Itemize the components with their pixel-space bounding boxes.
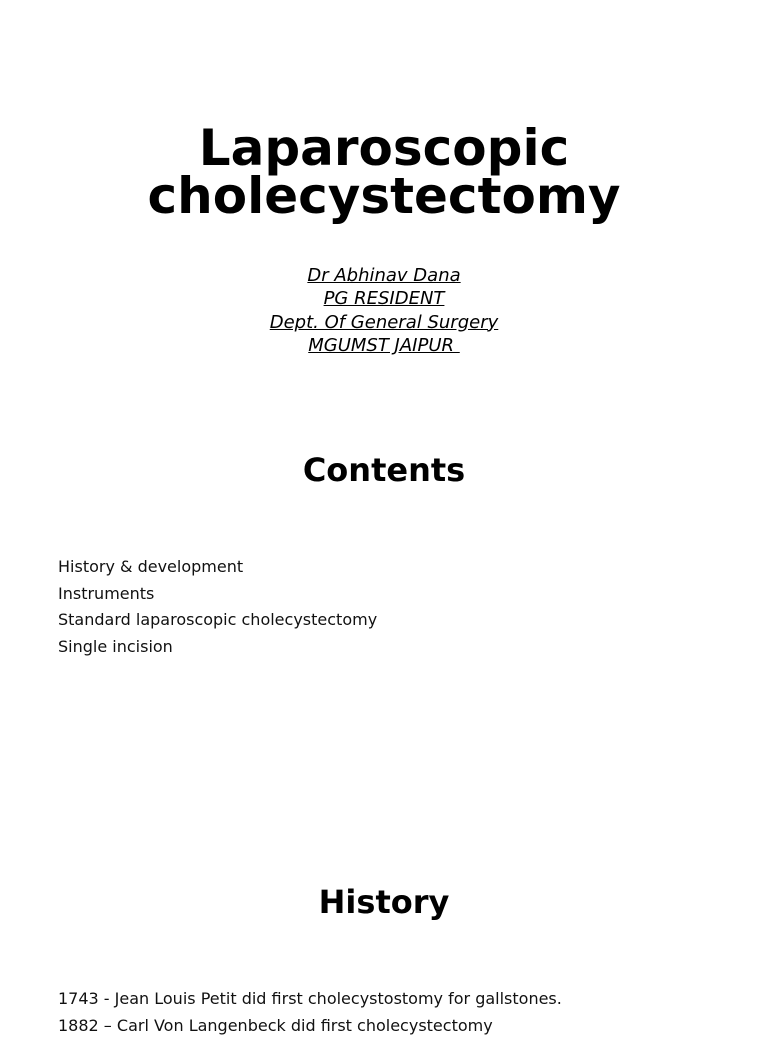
list-item: Instruments (58, 581, 377, 608)
contents-list (58, 554, 377, 660)
author-department: Dept. Of General Surgery (0, 311, 768, 334)
list-item: 1882 – Carl Von Langenbeck did first cholecystectomy (58, 1013, 562, 1039)
contents-heading: Contents (0, 452, 768, 488)
history-list (58, 986, 562, 1039)
document-title (0, 124, 768, 220)
list-item: Standard laparoscopic cholecystectomy (58, 607, 377, 634)
history-heading: History (0, 884, 768, 920)
list-item: 1743 - Jean Louis Petit did first cholecystostomy for gallstones. (58, 986, 562, 1013)
author-name: Dr Abhinav Dana (0, 264, 768, 287)
list-item: Single incision (58, 634, 377, 661)
author-block (0, 264, 768, 357)
author-institution: MGUMST JAIPUR (0, 334, 768, 357)
title-line-2: cholecystectomy (0, 172, 768, 220)
title-line-1: Laparoscopic (0, 124, 768, 172)
list-item: History & development (58, 554, 377, 581)
author-role: PG RESIDENT (0, 287, 768, 310)
